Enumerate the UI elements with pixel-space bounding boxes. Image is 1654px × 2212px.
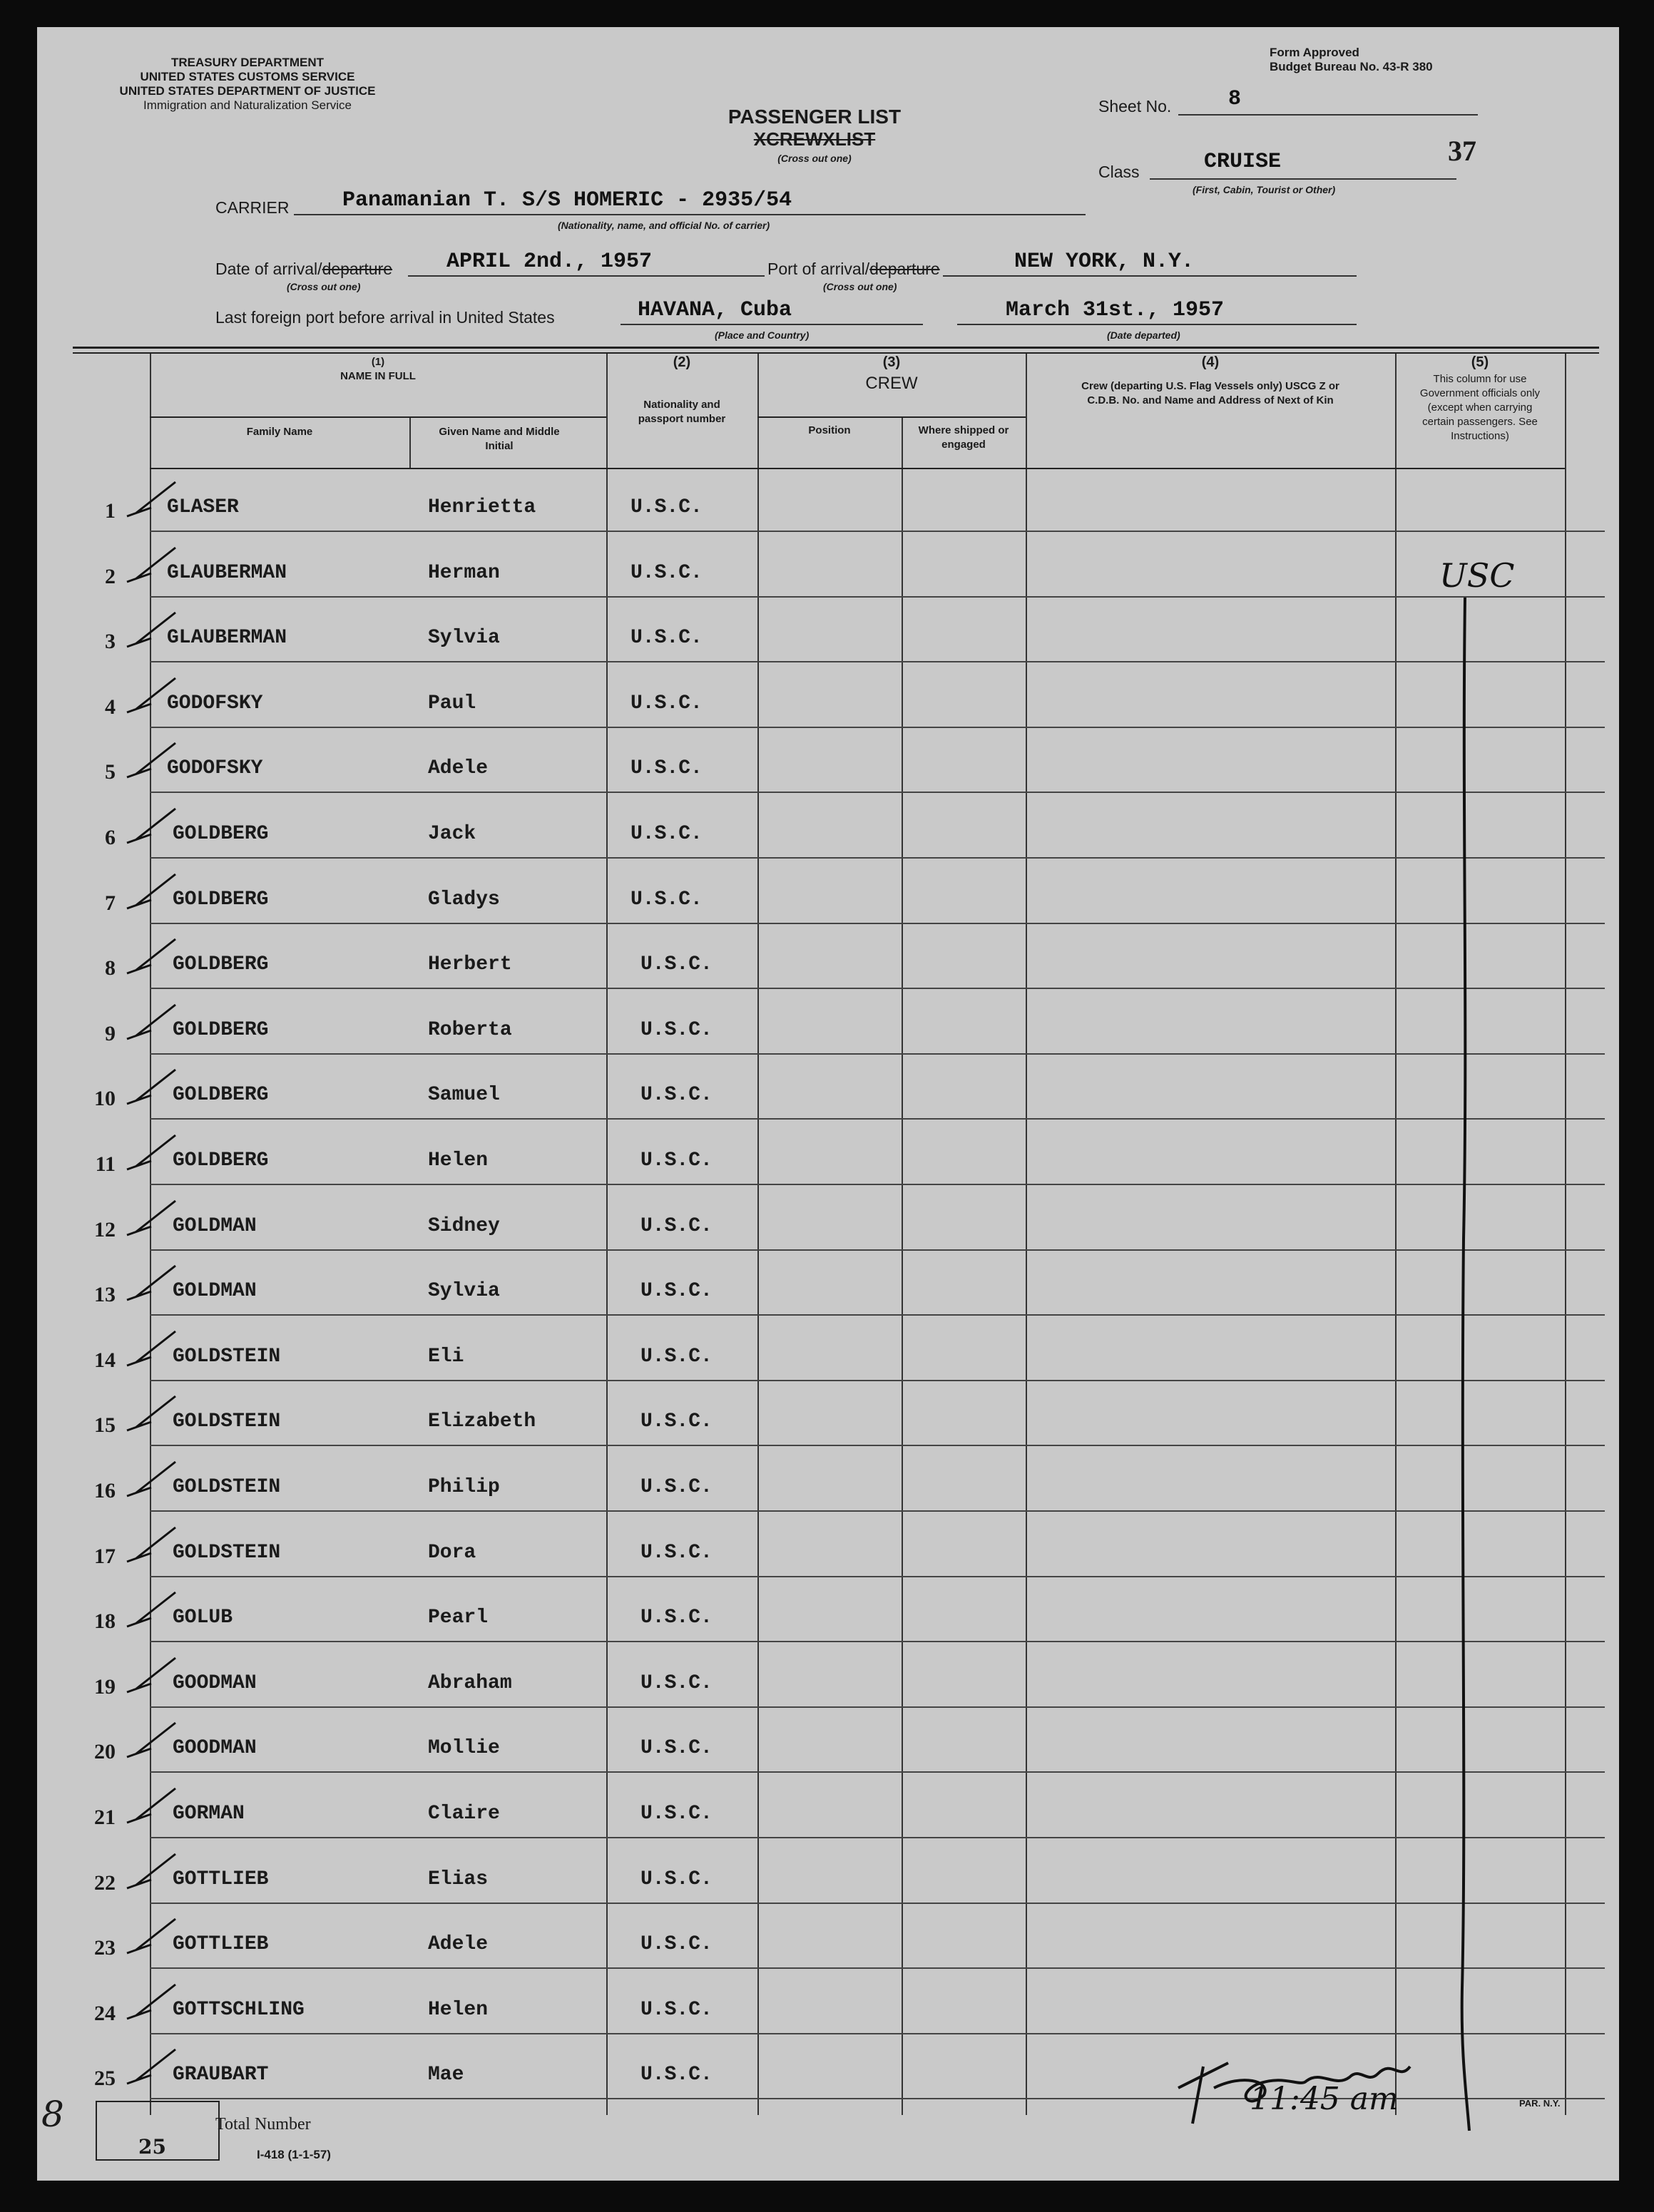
document-page (37, 27, 1619, 2181)
given-name: Sidney (428, 1215, 500, 1237)
row-number: 10 (94, 1087, 116, 1110)
given-name: Claire (428, 1803, 500, 1825)
given-name: Helen (428, 1999, 489, 2021)
row-number: 1 (105, 499, 116, 523)
family-name: GOLDBERG (173, 889, 269, 911)
given-name: Adele (428, 757, 489, 779)
signature-time: 11:45 am (1250, 2081, 1399, 2117)
row-number: 15 (94, 1413, 116, 1437)
nationality: U.S.C. (640, 1410, 713, 1433)
row-rule (150, 1967, 1605, 1969)
col4-number: (4) (1201, 354, 1220, 370)
family-name: GOLUB (173, 1607, 233, 1629)
date-departed-value: March 31st., 1957 (1006, 298, 1225, 322)
family-name: GLAUBERMAN (167, 562, 287, 584)
port-label: Port of arrival/departure (767, 260, 940, 278)
given-name: Jack (428, 823, 476, 845)
sheet-mark: 8 (41, 2094, 64, 2135)
family-name: GOLDSTEIN (173, 1346, 281, 1368)
family-name: GOLDMAN (173, 1215, 257, 1237)
family-name: GODOFSKY (167, 692, 263, 715)
given-name: Samuel (428, 1084, 500, 1106)
row-rule (150, 1510, 1605, 1512)
budget-bureau: Budget Bureau No. 43-R 380 (1270, 60, 1433, 73)
row-number: 9 (105, 1022, 116, 1045)
row-number: 12 (94, 1218, 116, 1241)
row-number: 14 (94, 1348, 116, 1372)
given-name: Eli (428, 1346, 464, 1368)
family-name-header: Family Name (246, 426, 313, 438)
crew-header: CREW (865, 374, 918, 393)
row-number: 11 (95, 1152, 116, 1176)
row-rule (150, 1576, 1605, 1577)
nationality: U.S.C. (640, 1933, 713, 1955)
family-name: GOLDSTEIN (173, 1542, 281, 1564)
page-stamp: 37 (1448, 135, 1476, 167)
given-name: Herman (428, 562, 500, 584)
row-rule (150, 661, 1605, 662)
carrier-label: CARRIER (215, 198, 290, 217)
col4-header: Crew (departing U.S. Flag Vessels only) USCG Z or C.D.B. No. and Name and Address of Next of Kin (1081, 380, 1339, 406)
given-name: Helen (428, 1149, 489, 1172)
agency-line: Immigration and Naturalization Service (143, 98, 352, 112)
row-number: 6 (105, 826, 116, 849)
family-name: GOLDSTEIN (173, 1410, 281, 1433)
nationality: U.S.C. (640, 1999, 713, 2021)
row-number: 23 (94, 1936, 116, 1960)
row-number: 18 (94, 1609, 116, 1633)
agency-line: TREASURY DEPARTMENT (170, 56, 325, 69)
total-value: 25 (138, 2135, 166, 2159)
col3-number: (3) (882, 354, 901, 370)
total-box (96, 2101, 220, 2161)
usc-annotation: USC (1439, 556, 1515, 595)
sheet-number: 8 (1228, 87, 1242, 111)
row-number: 19 (94, 1675, 116, 1699)
carrier-hint: (Nationality, name, and official No. of carrier) (558, 220, 770, 231)
nationality: U.S.C. (640, 1737, 713, 1759)
given-name: Herbert (428, 953, 512, 976)
row-rule (150, 988, 1605, 989)
last-port-label: Last foreign port before arrival in United States (215, 308, 555, 327)
sheet-label: Sheet No. (1098, 97, 1172, 116)
nationality: U.S.C. (640, 1346, 713, 1368)
port-hint: (Cross out one) (823, 281, 897, 292)
row-rule (150, 531, 1605, 532)
given-name: Adele (428, 1933, 489, 1955)
family-name: GOLDMAN (173, 1280, 257, 1302)
row-rule (150, 2033, 1605, 2034)
row-rule (150, 1641, 1605, 1642)
family-name: GRAUBART (173, 2064, 269, 2086)
given-name: Paul (428, 692, 476, 715)
given-name: Philip (428, 1476, 500, 1498)
cross-out-hint: (Cross out one) (777, 153, 852, 164)
nationality: U.S.C. (631, 889, 703, 911)
nationality: U.S.C. (631, 757, 703, 779)
row-rule (150, 857, 1605, 859)
arrival-hint: (Cross out one) (287, 281, 361, 292)
given-name: Gladys (428, 889, 500, 911)
pencil-line (1449, 598, 1492, 2152)
form-approved: Form Approved (1270, 46, 1359, 59)
given-name: Roberta (428, 1019, 512, 1041)
list-title: PASSENGER LIST (728, 106, 902, 128)
row-rule (150, 1837, 1605, 1838)
nationality: U.S.C. (640, 1607, 713, 1629)
date-departed-hint: (Date departed) (1107, 329, 1180, 341)
row-rule (150, 923, 1605, 924)
nationality: U.S.C. (640, 2064, 713, 2086)
nationality: U.S.C. (640, 1803, 713, 1825)
class-value: CRUISE (1204, 150, 1282, 174)
last-port-hint: (Place and Country) (715, 329, 810, 341)
family-name: GOLDBERG (173, 823, 269, 845)
family-name: GOLDBERG (173, 1084, 269, 1106)
row-number: 21 (94, 1806, 116, 1829)
family-name: GOLDSTEIN (173, 1476, 281, 1498)
family-name: GOTTSCHLING (173, 1999, 305, 2021)
col5-number: (5) (1471, 354, 1489, 370)
given-name: Mollie (428, 1737, 500, 1759)
row-rule (150, 596, 1605, 598)
form-number: I-418 (1-1-57) (257, 2148, 331, 2161)
total-label: Total Number (215, 2115, 311, 2134)
position-header: Position (808, 424, 851, 436)
given-name: Elizabeth (428, 1410, 536, 1433)
row-rule (150, 1771, 1605, 1773)
given-name: Dora (428, 1542, 476, 1564)
row-rule (150, 1380, 1605, 1381)
arrival-label: Date of arrival/departure (215, 260, 393, 278)
printer-mark: PAR. N.Y. (1519, 2098, 1561, 2109)
nationality: U.S.C. (640, 1149, 713, 1172)
given-name-header: Given Name and Middle Initial (439, 426, 560, 452)
nationality: U.S.C. (640, 1215, 713, 1237)
row-number: 8 (105, 956, 116, 980)
family-name: GOTTLIEB (173, 1933, 269, 1955)
row-number: 3 (105, 630, 116, 653)
family-name: GLAUBERMAN (167, 627, 287, 649)
row-rule (150, 1314, 1605, 1316)
nationality: U.S.C. (631, 562, 703, 584)
row-rule (150, 1249, 1605, 1251)
nationality: U.S.C. (640, 1084, 713, 1106)
agency-line: UNITED STATES DEPARTMENT OF JUSTICE (119, 84, 376, 98)
row-rule (150, 1184, 1605, 1185)
arrival-date: APRIL 2nd., 1957 (446, 250, 653, 274)
row-rule (150, 727, 1605, 728)
list-subtitle: XCREWXLIST (753, 128, 876, 150)
agency-block (80, 56, 415, 113)
nationality: U.S.C. (640, 1019, 713, 1041)
given-name: Henrietta (428, 496, 536, 518)
row-rule (150, 1053, 1605, 1055)
family-name: GOODMAN (173, 1737, 257, 1759)
col5-header: This column for use Government officials only (except when carrying certain passengers. See Instructions) (1419, 373, 1541, 442)
given-name: Mae (428, 2064, 464, 2086)
nationality: U.S.C. (631, 823, 703, 845)
row-rule (150, 1706, 1605, 1708)
nationality: U.S.C. (631, 496, 703, 518)
class-hint: (First, Cabin, Tourist or Other) (1193, 184, 1336, 195)
agency-line: UNITED STATES CUSTOMS SERVICE (140, 70, 355, 83)
given-name: Abraham (428, 1672, 512, 1694)
port-value: NEW YORK, N.Y. (1014, 250, 1195, 274)
col1-header: (1) NAME IN FULL (340, 356, 416, 382)
row-number: 25 (94, 2067, 116, 2090)
carrier-value: Panamanian T. S/S HOMERIC - 2935/54 (342, 188, 792, 213)
row-number: 17 (94, 1545, 116, 1568)
family-name: GOLDBERG (173, 1019, 269, 1041)
given-name: Sylvia (428, 1280, 500, 1302)
row-number: 13 (94, 1283, 116, 1306)
family-name: GLASER (167, 496, 239, 518)
family-name: GOTTLIEB (173, 1868, 269, 1890)
nationality: U.S.C. (631, 627, 703, 649)
given-name: Pearl (428, 1607, 489, 1629)
class-label: Class (1098, 163, 1140, 181)
col2-number: (2) (673, 354, 691, 370)
row-rule (150, 1445, 1605, 1446)
family-name: GOLDBERG (173, 1149, 269, 1172)
nationality: U.S.C. (640, 1542, 713, 1564)
row-rule (150, 1118, 1605, 1120)
given-name: Sylvia (428, 627, 500, 649)
given-name: Elias (428, 1868, 489, 1890)
nationality: U.S.C. (640, 953, 713, 976)
row-number: 7 (105, 891, 116, 915)
row-rule (150, 792, 1605, 793)
row-number: 22 (94, 1871, 116, 1895)
family-name: GORMAN (173, 1803, 245, 1825)
where-shipped-header: Where shipped or engaged (918, 424, 1009, 451)
row-number: 20 (94, 1740, 116, 1763)
row-rule (150, 1903, 1605, 1904)
row-number: 16 (94, 1479, 116, 1502)
nationality: U.S.C. (640, 1868, 713, 1890)
row-number: 4 (105, 695, 116, 719)
row-number: 2 (105, 565, 116, 588)
row-number: 5 (105, 760, 116, 784)
last-port-value: HAVANA, Cuba (638, 298, 792, 322)
nationality: U.S.C. (631, 692, 703, 715)
nationality: U.S.C. (640, 1476, 713, 1498)
family-name: GOODMAN (173, 1672, 257, 1694)
col2-header: Nationality and passport number (638, 399, 726, 425)
family-name: GOLDBERG (173, 953, 269, 976)
row-number: 24 (94, 2002, 116, 2025)
nationality: U.S.C. (640, 1280, 713, 1302)
family-name: GODOFSKY (167, 757, 263, 779)
nationality: U.S.C. (640, 1672, 713, 1694)
